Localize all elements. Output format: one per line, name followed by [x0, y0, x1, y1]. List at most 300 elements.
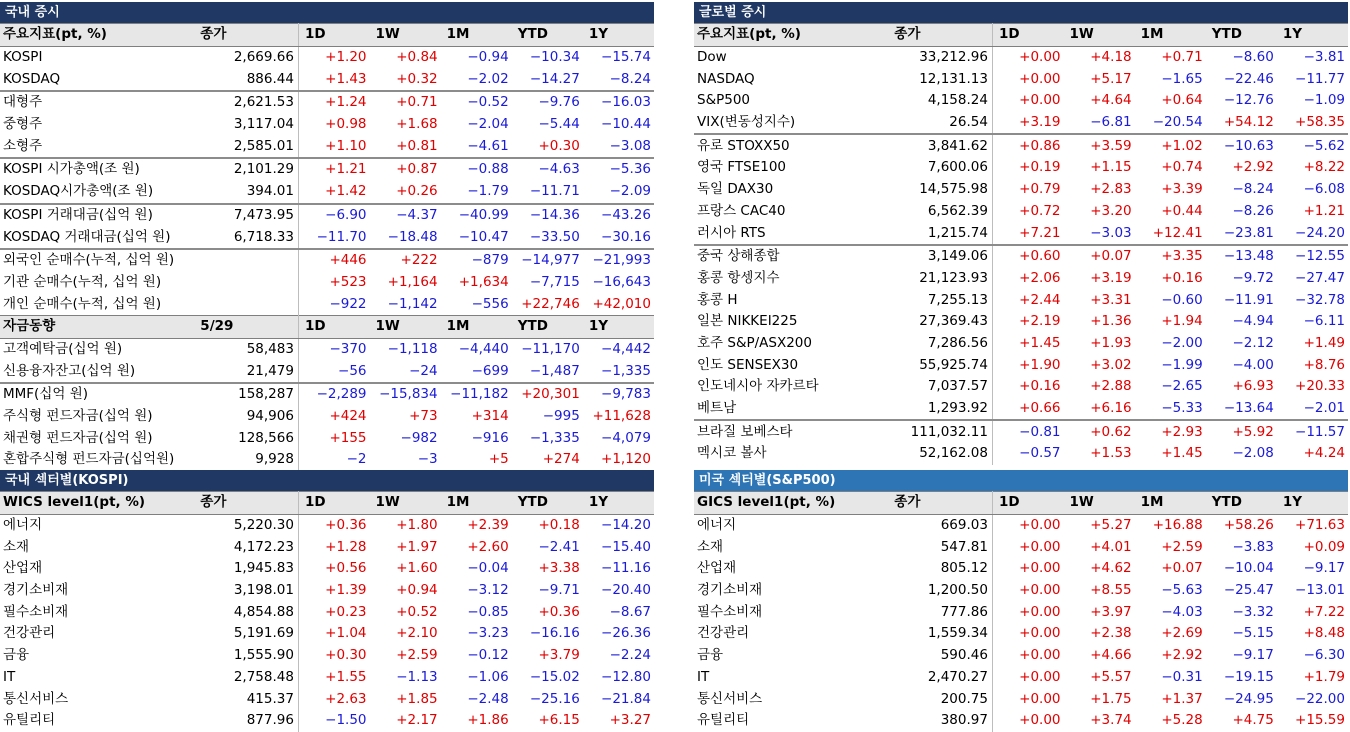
table-row: [694, 179, 1348, 201]
change-value: +4.64: [1090, 92, 1132, 109]
change-value: +2.63: [325, 690, 367, 707]
row-label: S&P500: [697, 92, 751, 109]
change-value: −7,715: [529, 273, 580, 290]
change-value: −4.63: [512, 158, 583, 181]
row-label: 통신서비스: [697, 690, 763, 707]
global-market-panel: [694, 2, 1348, 465]
change-value: +6.16: [1090, 400, 1132, 417]
change-value: +1.21: [1303, 202, 1345, 219]
close-value: 394.01: [197, 181, 298, 204]
change-value: −370: [329, 340, 367, 357]
change-value: −2.01: [1303, 400, 1345, 417]
change-value: −13.48: [1206, 245, 1277, 268]
change-value: −25.47: [1223, 582, 1274, 599]
column-header: 1W: [370, 492, 441, 515]
column-header: 1D: [298, 492, 369, 515]
change-value: −0.57: [1019, 445, 1061, 462]
change-value: −15,834: [370, 383, 441, 406]
change-value: +1.49: [1303, 334, 1345, 351]
change-value: −1,142: [387, 295, 438, 312]
change-value: +1.55: [325, 668, 367, 685]
change-value: −8.24: [609, 70, 651, 87]
close-value: 1,200.50: [891, 580, 992, 602]
table-row: [694, 112, 1348, 135]
row-label: 소재: [697, 538, 724, 555]
change-value: +0.71: [1161, 49, 1203, 66]
row-label: 브라질 보베스타: [694, 420, 891, 443]
change-value: +58.26: [1223, 517, 1274, 534]
change-value: −1,335: [601, 362, 651, 379]
change-value: −4,079: [601, 429, 651, 446]
close-value: 2,470.27: [891, 667, 992, 689]
change-value: +5: [488, 451, 509, 468]
change-value: −0.81: [992, 420, 1063, 443]
change-value: −9.17: [1303, 560, 1345, 577]
table-row: [694, 667, 1348, 689]
row-label: 멕시코 볼사: [697, 445, 767, 462]
sector-us-title: 미국 섹터별(S&P500): [694, 470, 1348, 491]
change-value: −2.65: [1161, 378, 1203, 395]
change-value: −13.01: [1295, 582, 1345, 599]
change-value: +6.93: [1232, 378, 1274, 395]
change-value: +1.20: [325, 49, 367, 66]
change-value: −11.71: [529, 183, 580, 200]
table-row: [0, 667, 654, 689]
row-label: 금융: [697, 647, 724, 664]
change-value: +5.57: [1090, 668, 1132, 685]
change-value: −0.12: [467, 647, 509, 664]
row-label: 채권형 펀드자금(십억 원): [3, 429, 153, 446]
change-value: −11,170: [521, 340, 580, 357]
change-value: +5.27: [1090, 517, 1132, 534]
domestic-market-table: [0, 23, 654, 471]
row-label: 필수소비재: [3, 603, 69, 620]
change-value: −11.70: [316, 228, 367, 245]
change-value: −18.48: [387, 228, 438, 245]
table-row: [694, 558, 1348, 580]
change-value: +3.31: [1090, 291, 1132, 308]
sector-us-table: [694, 491, 1348, 732]
change-value: −1,487: [529, 362, 580, 379]
change-value: +0.44: [1161, 202, 1203, 219]
change-value: −3.08: [609, 137, 651, 154]
table-row: [694, 289, 1348, 311]
close-value: 2,669.66: [197, 46, 298, 68]
change-value: −4.37: [370, 204, 441, 227]
change-value: −14,977: [512, 249, 583, 272]
table-row: [0, 514, 654, 536]
change-value: +0.07: [1064, 245, 1135, 268]
close-value: 4,172.23: [197, 536, 298, 558]
change-value: −14.20: [601, 517, 651, 534]
change-value: +2.92: [1232, 159, 1274, 176]
sector-kr-table: [0, 491, 654, 732]
column-header: 1M: [441, 24, 512, 47]
change-value: +0.00: [1019, 538, 1061, 555]
change-value: −9.76: [512, 91, 583, 114]
change-value: +8.55: [1090, 582, 1132, 599]
change-value: +1.53: [1090, 445, 1132, 462]
change-value: +1.79: [1303, 668, 1345, 685]
change-value: +5.28: [1161, 712, 1203, 729]
table-row: [0, 406, 654, 428]
column-header: 1Y: [583, 315, 654, 338]
table-row: [694, 46, 1348, 68]
change-value: −21,993: [583, 249, 654, 272]
change-value: −25.16: [529, 690, 580, 707]
change-value: −11.77: [1295, 70, 1345, 87]
row-label: 대형주: [0, 91, 197, 114]
change-value: +424: [329, 408, 367, 425]
change-value: +1.45: [1161, 445, 1203, 462]
table-row: [0, 601, 654, 623]
change-value: +0.36: [325, 517, 367, 534]
close-value: 3,198.01: [197, 580, 298, 602]
close-value: 805.12: [891, 558, 992, 580]
column-header: GICS level1(pt, %): [694, 492, 891, 515]
row-label: 에너지: [697, 517, 737, 534]
row-label: 금융: [3, 647, 30, 664]
change-value: +0.84: [396, 49, 438, 66]
change-value: +0.64: [1161, 92, 1203, 109]
table-row: [694, 580, 1348, 602]
row-label: 유틸리티: [3, 712, 56, 729]
change-value: +155: [329, 429, 367, 446]
change-value: +1.60: [396, 560, 438, 577]
change-value: +2.17: [396, 712, 438, 729]
change-value: −30.16: [601, 228, 651, 245]
change-value: +2.10: [396, 625, 438, 642]
change-value: +523: [329, 273, 367, 290]
table-row: [694, 710, 1348, 732]
table-row: [694, 68, 1348, 90]
table-row: [694, 688, 1348, 710]
change-value: −3.23: [467, 625, 509, 642]
header-row: [694, 24, 1348, 47]
change-value: +2.88: [1090, 378, 1132, 395]
change-value: +0.00: [1019, 712, 1061, 729]
change-value: +2.59: [396, 647, 438, 664]
change-value: +1.97: [396, 538, 438, 555]
change-value: −3.03: [1090, 224, 1132, 241]
change-value: −916: [471, 429, 509, 446]
close-value: 5,220.30: [197, 514, 298, 536]
change-value: −8.24: [1232, 181, 1274, 198]
header-row: [0, 315, 654, 338]
row-label: KOSDAQ시가총액(조 원): [3, 183, 154, 200]
header-row: [0, 24, 654, 47]
row-label: MMF(십억 원): [0, 383, 197, 406]
close-value: 547.81: [891, 536, 992, 558]
row-label: 필수소비재: [697, 603, 763, 620]
change-value: +8.48: [1303, 625, 1345, 642]
row-label: KOSDAQ 거래대금(십억 원): [3, 228, 171, 245]
column-header: 종가: [197, 492, 298, 515]
change-value: +11,628: [592, 408, 651, 425]
change-value: −556: [471, 295, 509, 312]
row-label: 경기소비재: [697, 582, 763, 599]
table-row: [0, 114, 654, 136]
change-value: +4.01: [1090, 538, 1132, 555]
change-value: +1.24: [298, 91, 369, 114]
column-header: 1M: [1135, 492, 1206, 515]
change-value: −24: [409, 362, 438, 379]
row-label: 러시아 RTS: [697, 224, 766, 241]
table-row: [694, 601, 1348, 623]
row-label: 개인 순매수(누적, 십억 원): [3, 295, 162, 312]
change-value: +446: [298, 249, 369, 272]
table-row: [0, 272, 654, 294]
row-label: 혼합주식형 펀드자금(십억원): [3, 451, 175, 468]
change-value: −16.03: [583, 91, 654, 114]
change-value: −2,289: [298, 383, 369, 406]
change-value: −20.54: [1152, 114, 1203, 131]
row-label: 유로 STOXX50: [694, 134, 891, 157]
close-value: 27,369.43: [891, 311, 992, 333]
column-header: 1D: [298, 24, 369, 47]
row-label: 인도네시아 자카르타: [697, 378, 819, 395]
change-value: −12.55: [1277, 245, 1348, 268]
table-row: [0, 536, 654, 558]
change-value: +0.98: [325, 116, 367, 133]
change-value: +1.93: [1090, 334, 1132, 351]
change-value: +2.19: [1019, 313, 1061, 330]
change-value: −1.09: [1303, 92, 1345, 109]
change-value: +1.75: [1090, 690, 1132, 707]
table-row: [694, 268, 1348, 290]
change-value: +0.62: [1064, 420, 1135, 443]
change-value: +222: [370, 249, 441, 272]
column-header: 자금동향: [0, 315, 197, 338]
close-value: 3,841.62: [891, 134, 992, 157]
change-value: +1.21: [298, 158, 369, 181]
column-header: 1M: [441, 492, 512, 515]
row-label: Dow: [697, 49, 727, 66]
change-value: +1,164: [387, 273, 438, 290]
change-value: +3.74: [1090, 712, 1132, 729]
change-value: −32.78: [1295, 291, 1345, 308]
close-value: 94,906: [197, 406, 298, 428]
row-label: NASDAQ: [697, 70, 755, 87]
change-value: +4.24: [1303, 445, 1345, 462]
table-row: [0, 688, 654, 710]
change-value: +1.36: [1090, 313, 1132, 330]
change-value: +2.06: [1019, 269, 1061, 286]
row-label: 영국 FTSE100: [697, 159, 787, 176]
row-label: 베트남: [697, 400, 737, 417]
change-value: −2.00: [1161, 334, 1203, 351]
change-value: +1,634: [458, 273, 509, 290]
close-value: 5,191.69: [197, 623, 298, 645]
change-value: −10.04: [1223, 560, 1274, 577]
change-value: +0.00: [1019, 70, 1061, 87]
table-row: [694, 376, 1348, 398]
change-value: +3.59: [1064, 134, 1135, 157]
close-value: 3,117.04: [197, 114, 298, 136]
table-row: [0, 360, 654, 383]
change-value: −16,643: [592, 273, 651, 290]
change-value: +2.38: [1090, 625, 1132, 642]
table-row: [694, 354, 1348, 376]
change-value: −8.60: [1232, 49, 1274, 66]
change-value: +4.62: [1090, 560, 1132, 577]
change-value: +0.60: [992, 245, 1063, 268]
table-row: [694, 514, 1348, 536]
header-row: [0, 492, 654, 515]
change-value: +0.86: [992, 134, 1063, 157]
change-value: +0.18: [538, 517, 580, 534]
change-value: −24.20: [1295, 224, 1345, 241]
change-value: −6.11: [1303, 313, 1345, 330]
change-value: +0.66: [1019, 400, 1061, 417]
row-label: KOSPI 시가총액(조 원): [0, 158, 197, 181]
change-value: +1.42: [325, 183, 367, 200]
table-row: [0, 427, 654, 449]
change-value: −3: [417, 451, 438, 468]
table-row: [694, 311, 1348, 333]
change-value: −14.36: [512, 204, 583, 227]
change-value: +2.39: [467, 517, 509, 534]
change-value: +0.72: [1019, 202, 1061, 219]
column-header: 주요지표(pt, %): [0, 24, 197, 47]
table-row: [694, 623, 1348, 645]
change-value: −26.36: [601, 625, 651, 642]
change-value: −1,335: [529, 429, 580, 446]
change-value: −4.94: [1232, 313, 1274, 330]
change-value: +0.00: [1019, 49, 1061, 66]
table-row: [694, 201, 1348, 223]
column-header: 1W: [370, 24, 441, 47]
change-value: +1.94: [1161, 313, 1203, 330]
table-row: [0, 249, 654, 272]
change-value: −1.99: [1161, 356, 1203, 373]
change-value: +4.75: [1232, 712, 1274, 729]
change-value: −9,783: [583, 383, 654, 406]
change-value: −15.74: [601, 49, 651, 66]
change-value: −3.32: [1232, 603, 1274, 620]
table-row: [694, 222, 1348, 245]
table-row: [0, 91, 654, 114]
change-value: −10.34: [529, 49, 580, 66]
close-value: 7,286.56: [891, 333, 992, 355]
close-value: 52,162.08: [891, 443, 992, 465]
change-value: +1.10: [325, 137, 367, 154]
change-value: +0.19: [1019, 159, 1061, 176]
change-value: +2.60: [467, 538, 509, 555]
change-value: +1.28: [325, 538, 367, 555]
close-value: 1,293.92: [891, 398, 992, 421]
close-value: 415.37: [197, 688, 298, 710]
change-value: −9.17: [1232, 647, 1274, 664]
change-value: +0.00: [1019, 582, 1061, 599]
table-row: [0, 645, 654, 667]
row-label: 산업재: [697, 560, 737, 577]
change-value: +0.07: [1161, 560, 1203, 577]
change-value: −56: [338, 362, 367, 379]
domestic-market-panel: [0, 2, 654, 471]
change-value: +3.02: [1090, 356, 1132, 373]
change-value: +1.02: [1135, 134, 1206, 157]
change-value: −27.47: [1295, 269, 1345, 286]
table-row: [694, 443, 1348, 465]
table-row: [694, 420, 1348, 443]
close-value: 2,101.29: [197, 158, 298, 181]
change-value: −0.52: [441, 91, 512, 114]
change-value: +0.81: [396, 137, 438, 154]
change-value: −10.47: [458, 228, 509, 245]
change-value: −14.27: [529, 70, 580, 87]
close-value: 58,483: [197, 338, 298, 360]
change-value: +0.00: [1019, 517, 1061, 534]
column-header: 주요지표(pt, %): [694, 24, 891, 47]
change-value: −2.04: [467, 116, 509, 133]
change-value: −2.09: [609, 183, 651, 200]
table-row: [0, 580, 654, 602]
change-value: +3.97: [1090, 603, 1132, 620]
change-value: −2: [346, 451, 367, 468]
change-value: −4,442: [601, 340, 651, 357]
change-value: +1.04: [325, 625, 367, 642]
change-value: +0.79: [1019, 181, 1061, 198]
column-header: 5/29: [197, 315, 298, 338]
close-value: 55,925.74: [891, 354, 992, 376]
close-value: 21,123.93: [891, 268, 992, 290]
change-value: +1.15: [1090, 159, 1132, 176]
change-value: −15.40: [601, 538, 651, 555]
change-value: +3.35: [1135, 245, 1206, 268]
change-value: −0.60: [1161, 291, 1203, 308]
change-value: +1.86: [467, 712, 509, 729]
change-value: −4,440: [458, 340, 509, 357]
change-value: +1.45: [1019, 334, 1061, 351]
change-value: −20.40: [601, 582, 651, 599]
close-value: 7,600.06: [891, 157, 992, 179]
change-value: +0.26: [396, 183, 438, 200]
close-value: 14,575.98: [891, 179, 992, 201]
change-value: −3.81: [1303, 49, 1345, 66]
change-value: −4.03: [1161, 603, 1203, 620]
change-value: +3.19: [1090, 269, 1132, 286]
change-value: −0.94: [467, 49, 509, 66]
change-value: −5.33: [1161, 400, 1203, 417]
close-value: 2,585.01: [197, 135, 298, 158]
table-row: [0, 135, 654, 158]
sector-kr-panel: [0, 470, 654, 732]
change-value: +0.71: [370, 91, 441, 114]
row-label: 신용융자잔고(십억 원): [3, 362, 136, 379]
table-row: [0, 181, 654, 204]
table-row: [0, 449, 654, 471]
change-value: −6.81: [1090, 114, 1132, 131]
change-value: −5.44: [538, 116, 580, 133]
row-label: 소형주: [3, 137, 43, 154]
close-value: 6,718.33: [197, 226, 298, 249]
row-label: 일본 NIKKEI225: [697, 313, 798, 330]
change-value: +4.66: [1090, 647, 1132, 664]
row-label: VIX(변동성지수): [697, 114, 796, 131]
change-value: +8.22: [1303, 159, 1345, 176]
change-value: +0.16: [1161, 269, 1203, 286]
row-label: 홍콩 H: [697, 291, 738, 308]
sector-kr-title: 국내 섹터별(KOSPI): [0, 470, 654, 491]
row-label: 통신서비스: [3, 690, 69, 707]
change-value: +1.39: [325, 582, 367, 599]
change-value: −0.04: [467, 560, 509, 577]
change-value: +0.56: [325, 560, 367, 577]
table-row: [0, 383, 654, 406]
close-value: 200.75: [891, 688, 992, 710]
change-value: +0.94: [396, 582, 438, 599]
